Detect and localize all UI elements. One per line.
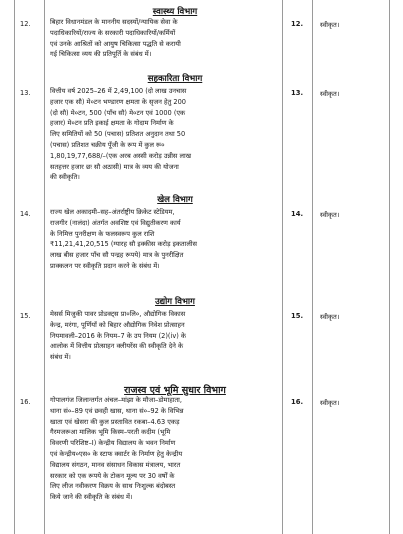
description-line: की स्वीकृति। bbox=[50, 173, 80, 182]
description-line: सरकार को एक रूपये के टोकन मूल्य पर 30 वर्षों के bbox=[50, 471, 175, 480]
item-description bbox=[50, 309, 298, 363]
description-line: संबंध में। bbox=[50, 353, 71, 362]
description-line: लिए लीज नवीकरण विक्रय के साथ निःशुल्क बंदोबस्त bbox=[50, 482, 176, 491]
item-number: 14. bbox=[20, 210, 31, 218]
description-line: केन्द्र, मरंगा, पूर्णियाँ को बिहार औद्योगिक निवेश प्रोत्साहन bbox=[50, 320, 185, 329]
description-line: किये जाने की स्वीकृति के संबंध में। bbox=[50, 493, 133, 502]
item-description bbox=[50, 86, 298, 183]
department-heading: उद्योग विभाग bbox=[155, 297, 195, 307]
description-line: वित्तीय वर्ष 2025–26 में 2,49,100 (दो लाख उनचास bbox=[50, 87, 187, 95]
description-line: हजार एक सौ) मे०टन भण्डारण क्षमता के सृजन हेतु 200 bbox=[50, 97, 186, 106]
column-divider-number bbox=[44, 0, 45, 534]
description-line: 1,80,19,77,688/–(एक अरब अस्सी करोड़ उन्नीस लाख bbox=[50, 151, 192, 160]
department-heading: खेल विभाग bbox=[157, 195, 193, 205]
approval-status: स्वीकृत। bbox=[320, 211, 340, 219]
description-line: (पचास) प्रतिशत चक्रीय पूँजी के रूप में कुल रू० bbox=[50, 140, 165, 149]
item-number: 15. bbox=[20, 312, 31, 320]
description-line: राज्य खेल अकादमी–सह–अंतर्राष्ट्रीय क्रिकेट स्टेडियम, bbox=[50, 208, 175, 216]
description-line: बिहार विधानमंडल के माननीय सदस्यों/न्यायिक सेवा के bbox=[50, 18, 178, 26]
table-border-right bbox=[389, 0, 390, 534]
description-line: विवरणी परिशिष्ट–I) केन्द्रीय विद्यालय के भवन निर्माण bbox=[50, 439, 176, 448]
description-line: के निमित्त पुनरीक्षण के फलस्वरूप कुल राशि bbox=[50, 229, 155, 238]
description-line: गई चिकित्सा व्यय की प्रतिपूर्ति के संबंध में। bbox=[50, 50, 152, 59]
result-number: 12. bbox=[291, 20, 304, 28]
description-line: (दो सौ) मे०टन, 500 (पाँच सौ) मे०टन एवं 1000 (एक bbox=[50, 108, 186, 117]
description-line: गैरमजरूआ मालिक भूमि किस्म–परती कदीम (भूमि bbox=[50, 428, 171, 437]
approval-status: स्वीकृत। bbox=[320, 21, 340, 29]
description-line: मेसर्स मिजुकी पावर प्रोडक्ट्स प्रा०लि०, औद्योगिक विकास bbox=[50, 310, 186, 318]
result-number: 15. bbox=[291, 312, 304, 320]
approval-status: स्वीकृत। bbox=[320, 90, 340, 98]
description-line: लिए समितियों को 50 (पचास) प्रतिशत अनुदान तथा 50 bbox=[50, 130, 186, 139]
department-heading: राजस्व एवं भूमि सुधार विभाग bbox=[124, 385, 226, 396]
description-line: सतहत्तर हजार छः सौ अठासी) मात्र के व्यय की योजना bbox=[50, 162, 179, 171]
description-line: एवं केन्द्रीय०एस० के स्टाफ क्वार्टर के निर्माण हेतु केन्द्रीय bbox=[50, 449, 183, 458]
description-line: हजार) मे०टन प्रति इकाई क्षमता के गोदाम निर्माण के bbox=[50, 119, 174, 128]
item-description bbox=[50, 207, 298, 272]
item-number: 13. bbox=[20, 89, 31, 97]
description-line: विद्यालय संगठन, मानव संसाधन विकास मंत्रालय, भारत bbox=[50, 460, 181, 469]
table-border-left bbox=[14, 0, 15, 534]
description-line: प्राक्कलन पर स्वीकृति प्रदान करने के संबंध में। bbox=[50, 261, 160, 270]
department-heading: सहकारिता विभाग bbox=[147, 74, 203, 84]
description-line: ₹11,21,41,20,515 (ग्यारह सौ इक्कीस करोड़ इकतालीस bbox=[50, 240, 197, 249]
item-description bbox=[50, 17, 298, 60]
approval-status: स्वीकृत। bbox=[320, 313, 340, 321]
department-heading: स्वास्थ्य विभाग bbox=[152, 7, 198, 17]
description-line: एवं उनके आश्रितों को आयुष चिकित्सा पद्धति से करायी bbox=[50, 39, 181, 48]
approval-status: स्वीकृत। bbox=[320, 399, 340, 407]
description-line: खाता एवं खेसरा की कुल प्रस्तावित रकबा–4.63 एकड़ bbox=[50, 417, 180, 426]
result-number: 16. bbox=[291, 398, 304, 406]
description-line: पदाधिकारियों/राज्य के सरकारी पदाधिकारियों/कर्मियों bbox=[50, 28, 176, 37]
description-line: गोपालगंज जिलान्तर्गत अंचल–मांझा के मौजा–डोमाहाता, bbox=[50, 396, 182, 404]
description-line: थाना सं०–89 एवं छवही खास, थाना सं०–92 के विभिन्न bbox=[50, 406, 184, 415]
item-number: 16. bbox=[20, 398, 31, 406]
description-line: राजगीर (नालंदा) अंतर्गत अवशिष्ट एवं विद्युतीकरण कार्य bbox=[50, 218, 181, 227]
description-line: नियमावली–2016 के नियम–7 के उप नियम (2)(iv) के bbox=[50, 331, 186, 340]
column-divider-result-number bbox=[312, 0, 313, 534]
result-number: 14. bbox=[291, 210, 304, 218]
item-description bbox=[50, 395, 298, 503]
result-number: 13. bbox=[291, 89, 304, 97]
description-line: लाख बीस हजार पाँच सौ पन्द्रह रूपये) मात्र के पुनरीक्षित bbox=[50, 251, 184, 260]
item-number: 12. bbox=[20, 20, 31, 28]
description-line: आलोक में वित्तीय प्रोत्साहन क्लीयरेंस की स्वीकृति देने के bbox=[50, 342, 184, 351]
